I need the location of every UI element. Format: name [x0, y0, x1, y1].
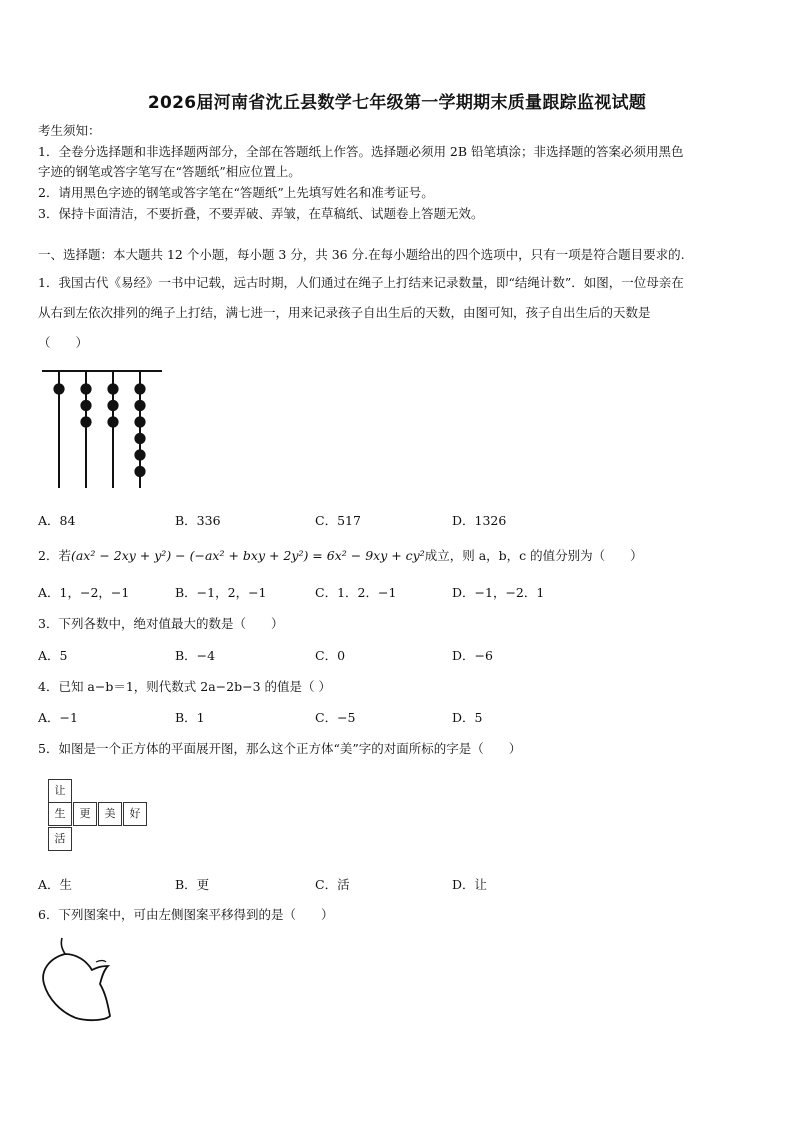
option-c[interactable]: C．0	[315, 648, 346, 663]
net-cell: 美	[98, 802, 122, 826]
knot	[134, 383, 145, 394]
net-cell: 更	[73, 802, 97, 826]
knot	[80, 416, 91, 427]
knot	[107, 416, 118, 427]
question-stem: 5．如图是一个正方体的平面展开图，那么这个正方体“美”字的对面所标的字是（ ）	[38, 741, 522, 756]
question-stem: 6．下列图案中，可由左侧图案平移得到的是（ ）	[38, 907, 334, 922]
option-b[interactable]: B．−1，2，−1	[175, 585, 267, 600]
knot	[107, 400, 118, 411]
knot	[134, 466, 145, 477]
option-a[interactable]: A．1，−2，−1	[38, 585, 130, 600]
knot	[134, 416, 145, 427]
equation: (ax² − 2xy + y²) − (−ax² + bxy + 2y²) = 6x² − 9xy + cy²	[70, 548, 425, 563]
notice-line: 3．保持卡面清洁，不要折叠，不要弄破、弄皱，在草稿纸、试题卷上答题无效。	[38, 206, 484, 221]
option-b[interactable]: B．336	[175, 513, 221, 528]
notice-line: 2．请用黑色字迹的钢笔或答字笔在“答题纸”上先填写姓名和准考证号。	[38, 185, 434, 200]
knot	[134, 449, 145, 460]
net-cell: 让	[48, 779, 72, 803]
knot	[80, 400, 91, 411]
section-heading: 一、选择题：本大题共 12 个小题，每小题 3 分，共 36 分.在每小题给出的四个选项中，只有一项是符合题目要求的.	[38, 247, 685, 262]
option-b[interactable]: B．−4	[175, 648, 216, 663]
page-title: 2026届河南省沈丘县数学七年级第一学期期末质量跟踪监视试题	[147, 93, 647, 113]
option-b[interactable]: B．更	[175, 877, 210, 892]
question-stem: 3．下列各数中，绝对值最大的数是（ ）	[38, 616, 284, 631]
leaf-outline	[43, 954, 110, 1020]
option-c[interactable]: C．517	[315, 513, 361, 528]
question-suffix: 成立，则 a，b，c 的值分别为（ ）	[424, 548, 643, 563]
knot	[134, 433, 145, 444]
knot	[107, 383, 118, 394]
question-stem: 从右到左依次排列的绳子上打结，满七进一，用来记录孩子自出生后的天数，由图可知，孩子自出生后的天数是	[38, 305, 651, 320]
knot-rope-figure	[38, 362, 168, 492]
leaf-notch	[96, 961, 106, 963]
option-a[interactable]: A．生	[38, 877, 73, 892]
knot	[53, 383, 64, 394]
knot	[134, 400, 145, 411]
question-stem	[38, 546, 643, 564]
option-d[interactable]: D．5	[452, 710, 483, 725]
question-stem: （ ）	[38, 335, 89, 350]
option-d[interactable]: D．−6	[452, 648, 493, 663]
question-stem: 1．我国古代《易经》一书中记载，远古时期，人们通过在绳子上打结来记录数量，即“结绳计数”．如图，一位母亲在	[38, 275, 684, 290]
leaf-figure	[36, 932, 116, 1024]
option-d[interactable]: D．让	[452, 877, 488, 892]
knot	[80, 383, 91, 394]
notice-line: 1．全卷分选择题和非选择题两部分，全部在答题纸上作答。选择题必须用 2B 铅笔填涂；非选择题的答案必须用黑色	[38, 144, 684, 159]
net-cell: 活	[48, 827, 72, 851]
option-a[interactable]: A．84	[38, 513, 76, 528]
option-d[interactable]: D．1326	[452, 513, 507, 528]
option-b[interactable]: B．1	[175, 710, 205, 725]
question-prefix: 2．若	[38, 548, 71, 563]
option-c[interactable]: C．1．2．−1	[315, 585, 397, 600]
leaf-stem	[61, 938, 65, 954]
option-c[interactable]: C．−5	[315, 710, 356, 725]
option-c[interactable]: C．活	[315, 877, 350, 892]
question-stem: 4．已知 a−b＝1，则代数式 2a−2b−3 的值是（ ）	[38, 679, 331, 694]
option-a[interactable]: A．5	[38, 648, 68, 663]
net-cell: 好	[123, 802, 147, 826]
option-d[interactable]: D．−1，−2．1	[452, 585, 545, 600]
net-cell: 生	[48, 802, 72, 826]
notice-heading: 考生须知：	[38, 123, 101, 138]
notice-line: 字迹的钢笔或答字笔写在“答题纸”相应位置上。	[38, 164, 301, 179]
option-a[interactable]: A．−1	[38, 710, 78, 725]
